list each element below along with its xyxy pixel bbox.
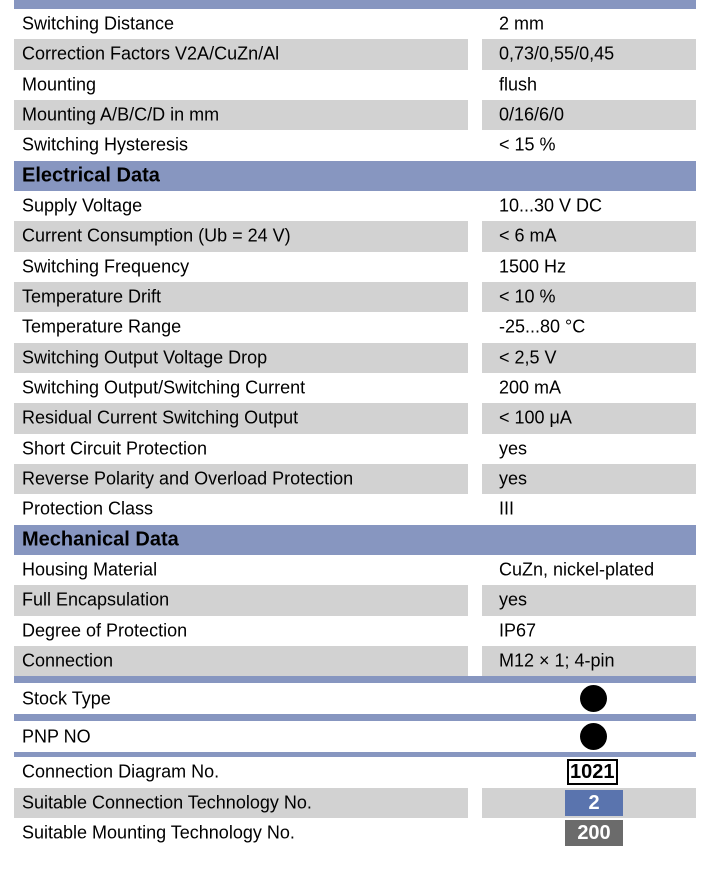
section-title: Mechanical Data	[22, 528, 179, 551]
stock-type-row	[14, 683, 696, 714]
mounting-technology-row	[14, 818, 696, 848]
row-label: Degree of Protection	[22, 620, 188, 641]
table-row	[14, 494, 696, 524]
section-title: Electrical Data	[22, 164, 160, 187]
row-label: Temperature Drift	[22, 286, 162, 307]
row-label: Full Encapsulation	[22, 589, 170, 610]
row-label: Protection Class	[22, 498, 154, 519]
table-row	[14, 555, 696, 585]
table-row	[14, 39, 696, 69]
table-row	[14, 616, 696, 646]
row-value: < 100 μA	[499, 407, 572, 428]
section-separator	[14, 714, 696, 721]
row-label: Switching Distance	[22, 13, 175, 34]
row-value: -25...80 °C	[499, 316, 586, 337]
row-label: Supply Voltage	[22, 195, 143, 216]
row-value: 1500 Hz	[499, 256, 567, 277]
row-value: < 15 %	[499, 134, 556, 155]
electrical-data-header	[14, 161, 696, 191]
row-value: < 10 %	[499, 286, 556, 307]
row-label: Short Circuit Protection	[22, 438, 208, 459]
table-row	[14, 585, 696, 615]
row-label: Mounting	[22, 74, 97, 95]
row-value: III	[499, 498, 515, 519]
table-row	[14, 282, 696, 312]
row-value: < 6 mA	[499, 225, 557, 246]
row-label: Suitable Mounting Technology No.	[22, 822, 295, 843]
row-value: M12 × 1; 4-pin	[499, 650, 615, 671]
table-row	[14, 646, 696, 676]
row-value: < 2,5 V	[499, 347, 557, 368]
datasheet-table	[14, 9, 696, 848]
row-value: CuZn, nickel-plated	[499, 559, 655, 580]
connection-diagram-row	[14, 757, 696, 787]
row-label: Temperature Range	[22, 316, 182, 337]
row-label: Residual Current Switching Output	[22, 407, 299, 428]
row-label: Switching Output/Switching Current	[22, 377, 306, 398]
table-row	[14, 464, 696, 494]
table-row	[14, 130, 696, 160]
row-label: Current Consumption (Ub = 24 V)	[22, 225, 291, 246]
row-label: Switching Hysteresis	[22, 134, 189, 155]
table-row	[14, 100, 696, 130]
pnp-no-row	[14, 721, 696, 752]
filled-dot-icon	[580, 685, 607, 712]
stock-type-label: Stock Type	[22, 688, 111, 709]
row-label: Mounting A/B/C/D in mm	[22, 104, 220, 125]
row-label: Suitable Connection Technology No.	[22, 792, 312, 813]
table-row	[14, 312, 696, 342]
table-row	[14, 373, 696, 403]
section-separator	[14, 676, 696, 683]
pnp-no-label: PNP NO	[22, 726, 91, 747]
row-value: yes	[499, 468, 528, 489]
table-row	[14, 70, 696, 100]
mechanical-data-header	[14, 525, 696, 555]
connection-technology-row	[14, 788, 696, 818]
row-label: Switching Output Voltage Drop	[22, 347, 268, 368]
table-row	[14, 434, 696, 464]
filled-dot-icon	[580, 723, 607, 750]
row-label: Housing Material	[22, 559, 158, 580]
row-label: Connection	[22, 650, 114, 671]
row-value: yes	[499, 438, 528, 459]
connection-technology-number[interactable]: 2	[565, 790, 623, 816]
row-value: 2 mm	[499, 13, 544, 34]
inductive-data-header-cut	[14, 0, 696, 9]
connection-diagram-number[interactable]: 1021	[567, 759, 618, 785]
row-value: 0,73/0,55/0,45	[499, 43, 615, 64]
row-label: Switching Frequency	[22, 256, 190, 277]
row-value: flush	[499, 74, 538, 95]
table-row	[14, 191, 696, 221]
row-value: 0/16/6/0	[499, 104, 565, 125]
row-value: yes	[499, 589, 528, 610]
row-value: 10...30 V DC	[499, 195, 603, 216]
table-row	[14, 221, 696, 251]
row-value: IP67	[499, 620, 537, 641]
table-row	[14, 9, 696, 39]
table-row	[14, 343, 696, 373]
row-label: Reverse Polarity and Overload Protection	[22, 468, 354, 489]
table-row	[14, 252, 696, 282]
mounting-technology-number[interactable]: 200	[565, 820, 623, 846]
row-label: Connection Diagram No.	[22, 761, 220, 782]
table-row	[14, 403, 696, 433]
row-value: 200 mA	[499, 377, 562, 398]
row-label: Correction Factors V2A/CuZn/Al	[22, 43, 280, 64]
